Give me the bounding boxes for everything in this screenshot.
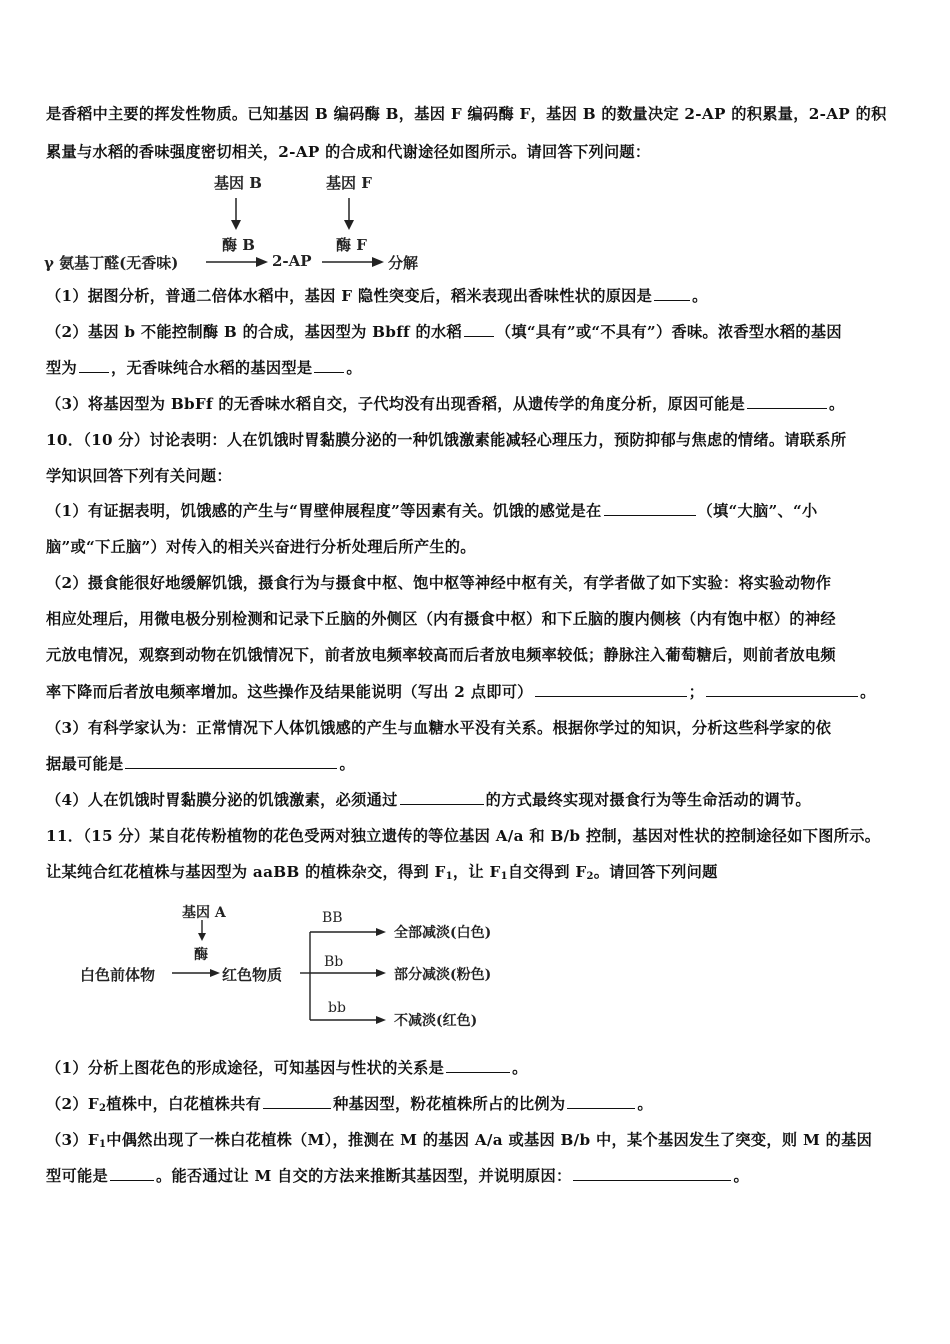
answer-blank[interactable] bbox=[263, 1094, 331, 1109]
intro-line-2: 累量与水稻的香味强度密切相关，2-AP 的合成和代谢途径如图所示。请回答下列问题： bbox=[46, 143, 651, 161]
q10-part1-cont: 脑”或“下丘脑”）对传入的相关兴奋进行分析处理后所产生的。 bbox=[46, 538, 476, 556]
q11-stem-2: 让某纯合红花植株与基因型为 aaBB 的植株杂交，得到 $F_1$，让 $F_1$自交得到 $F_2$。请回答下列问题 bbox=[46, 863, 718, 882]
genotype-bb-label: bb bbox=[328, 1000, 346, 1016]
genotype-Bb-label: Bb bbox=[324, 954, 344, 970]
q9-part3: （3）将基因型为 BbFf 的无香味水稻自交，子代均没有出现香稻，从遗传学的角度分析，原因可能是 。 bbox=[46, 395, 845, 413]
genotype-BB-label: BB bbox=[322, 910, 343, 926]
answer-blank[interactable] bbox=[706, 682, 858, 697]
substrate-label: γ 氨基丁醛(无香味) bbox=[44, 254, 179, 272]
answer-blank[interactable] bbox=[400, 790, 484, 805]
q9-part2-cont: 型为 ，无香味纯合水稻的基因型是 。 bbox=[46, 359, 362, 377]
answer-blank[interactable] bbox=[110, 1166, 154, 1181]
gene-a-label: 基因 A bbox=[182, 905, 226, 921]
answer-blank[interactable] bbox=[79, 358, 109, 373]
gene-f-label: 基因 F bbox=[326, 174, 372, 192]
answer-blank[interactable] bbox=[535, 682, 687, 697]
q11-stem-1: 11．（15 分）某自花传粉植物的花色受两对独立遗传的等位基因 A/a 和 B/b 控制，基因对性状的控制途径如下图所示。 bbox=[46, 827, 881, 845]
answer-blank[interactable] bbox=[654, 286, 690, 301]
q11-part3: $(3)F_1$中偶然出现了一株白花植株（M），推测在 M 的基因 A/a 或基因 B/b 中，某个基因发生了突变，则 M 的基因 bbox=[46, 1131, 873, 1150]
q11-part2: $(2)F_2$植株中，白花植株共有 种基因型，粉花植株所占的比例为 。 bbox=[46, 1095, 653, 1114]
outcome-white-label: 全部减淡(白色) bbox=[394, 925, 492, 941]
white-precursor-label: 白色前体物 bbox=[80, 966, 156, 984]
q10-part3: （3）有科学家认为：正常情况下人体饥饿感的产生与血糖水平没有关系。根据你学过的知识，分析这些科学家的依 bbox=[46, 719, 832, 737]
q11-part3-cont: 型可能是 。能否通过让 M 自交的方法来推断其基因型，并说明原因： 。 bbox=[46, 1167, 749, 1185]
q10-part2-1: （2）摄食能很好地缓解饥饿，摄食行为与摄食中枢、饱中枢等神经中枢有关，有学者做了如下实验：将实验动物作 bbox=[46, 574, 832, 592]
q10-part3-cont: 据最可能是 。 bbox=[46, 755, 355, 773]
pathway-diagram-2ap bbox=[40, 168, 460, 278]
answer-blank[interactable] bbox=[747, 394, 827, 409]
enzyme-f-label: 酶 F bbox=[336, 236, 367, 254]
answer-blank[interactable] bbox=[573, 1166, 731, 1181]
q10-part2-3: 元放电情况，观察到动物在饥饿情况下，前者放电频率较高而后者放电频率较低；静脉注入葡萄糖后，则前者放电频 bbox=[46, 646, 836, 664]
answer-blank[interactable] bbox=[604, 501, 696, 516]
q10-part2-4: 率下降而后者放电频率增加。这些操作及结果能说明（写出 2 点即可） ； 。 bbox=[46, 683, 876, 701]
answer-blank[interactable] bbox=[567, 1094, 635, 1109]
red-substance-label: 红色物质 bbox=[222, 966, 283, 984]
answer-blank[interactable] bbox=[464, 322, 494, 337]
q11-part1: （1）分析上图花色的形成途径，可知基因与性状的关系是 。 bbox=[46, 1059, 528, 1077]
outcome-pink-label: 部分减淡(粉色) bbox=[394, 967, 492, 983]
answer-blank[interactable] bbox=[125, 754, 337, 769]
q10-part1: （1）有证据表明，饥饿感的产生与“胃壁伸展程度”等因素有关。饥饿的感觉是在 （填“大脑”、“小 bbox=[46, 502, 818, 520]
q10-stem-2: 学知识回答下列有关问题： bbox=[46, 467, 232, 485]
gene-b-label: 基因 B bbox=[214, 174, 262, 192]
intro-line-1: 是香稻中主要的挥发性物质。已知基因 B 编码酶 B，基因 F 编码酶 F，基因 B 的数量决定 2-AP 的积累量，2-AP 的积 bbox=[46, 105, 887, 123]
q9-part2: （2）基因 b 不能控制酶 B 的合成，基因型为 Bbff 的水稻 （填“具有”或“不具有”）香味。浓香型水稻的基因 bbox=[46, 323, 842, 341]
answer-blank[interactable] bbox=[314, 358, 344, 373]
outcome-red-label: 不减淡(红色) bbox=[394, 1013, 478, 1029]
q9-part1: （1）据图分析，普通二倍体水稻中，基因 F 隐性突变后，稻米表现出香味性状的原因是 。 bbox=[46, 287, 708, 305]
flower-color-pathway-diagram bbox=[60, 898, 540, 1038]
enzyme-label: 酶 bbox=[194, 947, 208, 963]
product-2ap-label: 2-AP bbox=[272, 252, 312, 270]
q10-stem-1: 10．（10 分）讨论表明：人在饥饿时胃黏膜分泌的一种饥饿激素能减轻心理压力，预防抑郁与焦虑的情绪。请联系所 bbox=[46, 431, 847, 449]
q10-part4: （4）人在饥饿时胃黏膜分泌的饥饿激素，必须通过 的方式最终实现对摄食行为等生命活动的调节。 bbox=[46, 791, 811, 809]
answer-blank[interactable] bbox=[446, 1058, 510, 1073]
enzyme-b-label: 酶 B bbox=[222, 236, 255, 254]
q10-part2-2: 相应处理后，用微电极分别检测和记录下丘脑的外侧区（内有摄食中枢）和下丘脑的腹内侧核（内有饱中枢）的神经 bbox=[46, 610, 836, 628]
decompose-label: 分解 bbox=[388, 254, 419, 272]
